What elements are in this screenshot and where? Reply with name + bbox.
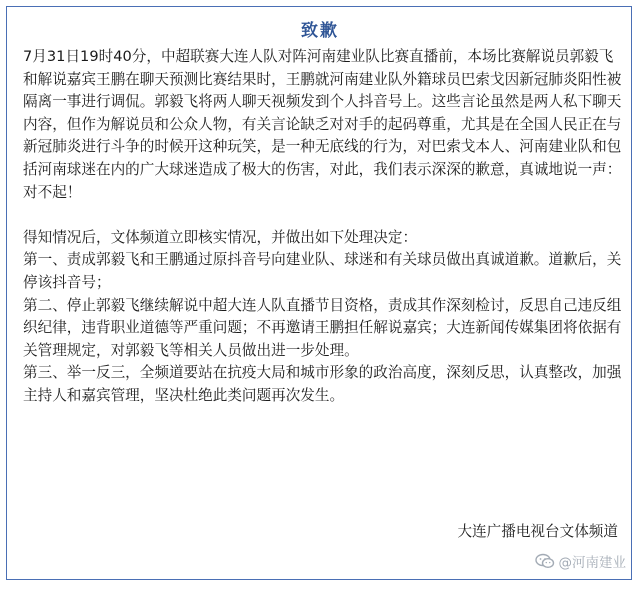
watermark xyxy=(535,551,627,571)
notice-body xyxy=(23,46,627,408)
decision-intro: 得知情况后，文体频道立即核实情况，并做出如下处理决定： xyxy=(23,228,418,246)
apology-paragraph: 7月31日19时40分，中超联赛大连人队对阵河南建业队比赛直播前，本场比赛解说员郭毅飞和解说嘉宾王鹏在聊天预测比赛结果时，王鹏就河南建业队外籍球员巴索戈因新冠肺炎阳性被隔离一事进行调侃。郭毅飞将两人聊天视频发到个人抖音号上。这些言论虽然是两人私下聊天内容，但作为解说员和公众人物，有关言论缺乏对对手的起码尊重，尤其是在全国人民正在与新冠肺炎进行斗争的时候开这种玩笑，是一种无底线的行为，对巴索戈本人、河南建业队和包括河南球迷在内的广大球迷造成了极大的伤害，对此，我们表示深深的歉意，真诚地说一声：对不起！ xyxy=(23,48,622,201)
wechat-icon xyxy=(535,553,555,569)
decision-item-1: 第一、责成郭毅飞和王鹏通过原抖音号向建业队、球迷和有关球员做出真诚道歉。道歉后，关停该抖音号； xyxy=(23,251,622,291)
watermark-text: @河南建业 xyxy=(558,555,626,571)
signature: 大连广播电视台文体频道 xyxy=(457,523,618,540)
decision-item-2: 第二、停止郭毅飞继续解说中超大连人队直播节目资格，责成其作深刻检讨，反思自己违反组织纪律，违背职业道德等严重问题；不再邀请王鹏担任解说嘉宾；大连新闻传媒集团将依据有关管理规定，对郭毅飞等相关人员做出进一步处理。 xyxy=(23,296,622,359)
notice-title: 致歉 xyxy=(301,21,339,41)
decision-item-3: 第三、举一反三，全频道要站在抗疫大局和城市形象的政治高度，深刻反思，认真整改，加强主持人和嘉宾管理，坚决杜绝此类问题再次发生。 xyxy=(23,364,622,404)
